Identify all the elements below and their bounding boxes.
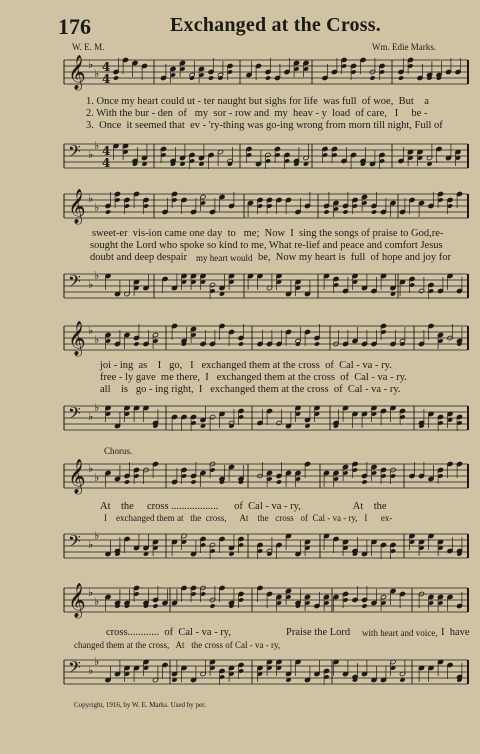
svg-text:♭: ♭ <box>88 278 94 291</box>
system5-line2: changed them at the cross, At the cross of Cal - va - ry, <box>74 640 281 650</box>
system1-verse1: 1. Once my heart could ut - ter naught but sighs for life was full of woe, But a <box>86 96 429 107</box>
music-credit: Wm. Edie Marks. <box>372 42 436 52</box>
svg-text:♭: ♭ <box>94 595 100 608</box>
svg-text:𝄢: 𝄢 <box>68 271 81 295</box>
svg-text:𝄞: 𝄞 <box>68 189 86 224</box>
system2-verse3b: my heart would <box>196 253 253 263</box>
system2-verse2: sought the Lord who spoke so kind to me, What re-lief and peace and comfort Jesus <box>90 240 443 251</box>
system2-verse1: sweet-er vis-ion came one day to me; Now I sing the songs of praise to God,re- <box>92 228 444 239</box>
system1-verse3: 3. Once it seemed that ev - 'ry-thing was go-ing wrong from morn till night, Full of <box>86 120 443 131</box>
svg-text:𝄢: 𝄢 <box>68 657 81 681</box>
copyright-notice: Copyright, 1916, by W. E. Marks. Used by per. <box>74 701 206 709</box>
system1-verse2: 2. With the bur - den of my sor - row and my heav - y load of care, I be - <box>86 108 428 119</box>
bass-staff-5 <box>62 652 470 696</box>
svg-text:𝄢: 𝄢 <box>68 141 81 165</box>
svg-text:♭: ♭ <box>94 67 100 80</box>
svg-text:♭: ♭ <box>88 462 94 475</box>
hymn-number: 176 <box>58 14 91 39</box>
bass-staff-2 <box>62 266 470 310</box>
svg-text:♭: ♭ <box>94 269 100 282</box>
system3-verse3: all is go - ing right, I exchanged them at the cross of Cal - va - ry. <box>100 384 401 395</box>
svg-text:4: 4 <box>102 60 111 74</box>
svg-text:♭: ♭ <box>94 201 100 214</box>
svg-text:♭: ♭ <box>88 58 94 71</box>
bass-staff-1 <box>62 136 470 180</box>
svg-text:♭: ♭ <box>94 139 100 152</box>
svg-text:♭: ♭ <box>94 401 100 414</box>
words-credit: W. E. M. <box>72 42 105 52</box>
svg-text:4: 4 <box>102 144 111 158</box>
svg-text:𝄞: 𝄞 <box>68 459 86 494</box>
treble-staff-3 <box>62 318 470 362</box>
svg-text:𝄞: 𝄞 <box>68 321 86 356</box>
system4-line1: At the cross .................. of Cal - va - ry, At the <box>100 501 387 512</box>
svg-text:𝄞: 𝄞 <box>68 55 86 90</box>
system5-line1c: with heart and voice, <box>362 628 438 638</box>
bass-staff-4 <box>62 526 470 570</box>
hymn-title: Exchanged at the Cross. <box>170 14 381 36</box>
treble-staff-4 <box>62 456 470 500</box>
svg-text:♭: ♭ <box>88 586 94 599</box>
system3-verse2: free - ly gave me there, I exchanged them at the cross of Cal - va - ry. <box>100 372 407 383</box>
svg-text:♭: ♭ <box>94 333 100 346</box>
system5-line1d: I have <box>441 627 470 638</box>
svg-text:4: 4 <box>102 72 111 86</box>
system4-line2: I exchanged them at the cross, At the cross of Cal - va - ry, I ex- <box>104 513 393 523</box>
svg-text:𝄞: 𝄞 <box>68 583 86 618</box>
system2-verse3c: be, Now my heart is full of hope and joy for <box>258 252 452 263</box>
treble-staff-2 <box>62 186 470 230</box>
svg-text:𝄢: 𝄢 <box>68 403 81 427</box>
svg-text:♭: ♭ <box>88 410 94 423</box>
treble-staff-5 <box>62 580 470 624</box>
system5-line1b: Praise the Lord <box>286 627 351 638</box>
svg-text:𝄢: 𝄢 <box>68 531 81 555</box>
svg-text:♭: ♭ <box>94 471 100 484</box>
svg-text:4: 4 <box>102 156 111 170</box>
svg-text:♭: ♭ <box>94 529 100 542</box>
system3-verse1: joi - ing as I go, I exchanged them at the cross of Cal - va - ry. <box>100 360 392 371</box>
svg-text:♭: ♭ <box>88 664 94 677</box>
chorus-label: Chorus. <box>104 446 133 456</box>
svg-text:♭: ♭ <box>88 148 94 161</box>
bass-staff-3 <box>62 398 470 442</box>
system5-line1a: cross............ of Cal - va - ry, <box>106 627 232 638</box>
svg-text:♭: ♭ <box>88 192 94 205</box>
system2-verse3a: doubt and deep despair <box>90 252 188 263</box>
svg-text:♭: ♭ <box>94 655 100 668</box>
svg-text:♭: ♭ <box>88 324 94 337</box>
svg-text:♭: ♭ <box>88 538 94 551</box>
treble-staff-1 <box>62 52 470 96</box>
